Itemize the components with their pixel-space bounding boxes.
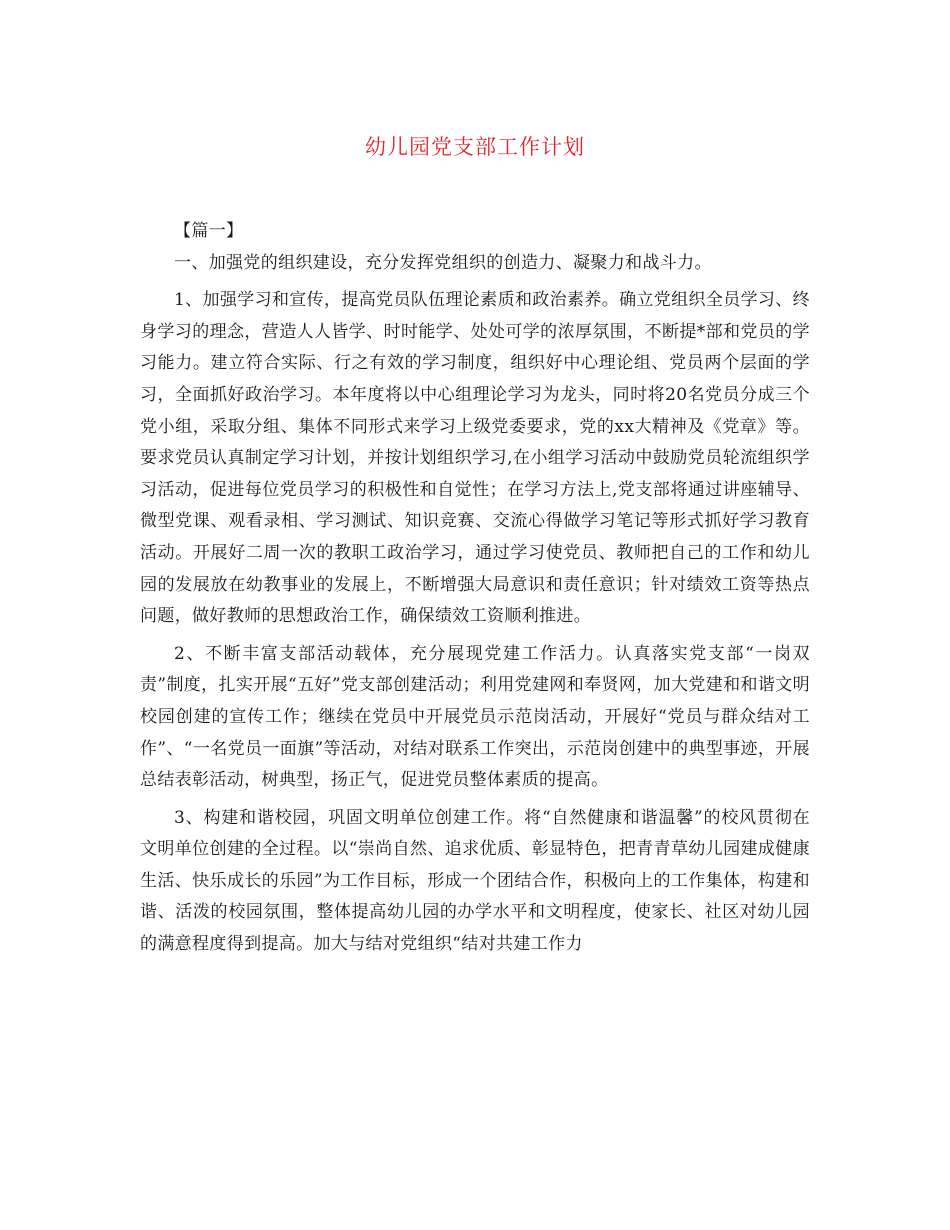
paragraph-item-1: 1、加强学习和宣传，提高党员队伍理论素质和政治素养。确立党组织全员学习、终身学习的理念，营造人人皆学、时时能学、处处可学的浓厚氛围，不断提*部和党员的学习能力。建立符合实际、行之有效的学习制度，组织好中心理论组、党员两个层面的学习，全面抓好政治学习。本年度将以中心组理论学习为龙头，同时将20名党员分成三个党小组，采取分组、集体不同形式来学习上级党委要求，党的xx大精神及《党章》等。要求党员认真制定学习计划，并按计划组织学习,在小组学习活动中鼓励党员轮流组织学习活动，促进每位党员学习的积极性和自觉性；在学习方法上,党支部将通过讲座辅导、微型党课、观看录相、学习测试、知识竞赛、交流心得做学习笔记等形式抓好学习教育活动。开展好二周一次的教职工政治学习，通过学习使党员、教师把自己的工作和幼儿园的发展放在幼教事业的发展上，不断增强大局意识和责任意识；针对绩效工资等热点问题，做好教师的思想政治工作，确保绩效工资顺利推进。 <box>140 290 810 627</box>
document-title: 幼儿园党支部工作计划 <box>365 135 585 159</box>
paragraph-item-3: 3、构建和谐校园，巩固文明单位创建工作。将“自然健康和谐温馨”的校风贯彻在文明单位创建的全过程。以“崇尚自然、追求优质、彰显特色，把青青草幼儿园建成健康生活、快乐成长的乐园”为工作目标，形成一个团结合作，积极向上的工作集体，构建和谐、活泼的校园氛围，整体提高幼儿园的办学水平和文明程度，使家长、社区对幼儿园的满意程度得到提高。加大与结对党组织“结对共建工作力 <box>140 807 810 955</box>
paragraph-item-2: 2、不断丰富支部活动载体，充分展现党建工作活力。认真落实党支部“一岗双责”制度，扎实开展“五好”党支部创建活动；利用党建网和奉贤网，加大党建和和谐文明校园创建的宣传工作；继续在党员中开展党员示范岗活动，开展好“党员与群众结对工作”、“一名党员一面旗”等活动，对结对联系工作突出，示范岗创建中的典型事迹，开展总结表彰活动，树典型，扬正气，促进党员整体素质的提高。 <box>140 643 810 791</box>
paragraph-heading-1: 一、加强党的组织建设，充分发挥党组织的创造力、凝聚力和战斗力。 <box>174 252 712 273</box>
section-label: 【篇一】 <box>174 221 244 241</box>
document-body <box>140 216 810 967</box>
